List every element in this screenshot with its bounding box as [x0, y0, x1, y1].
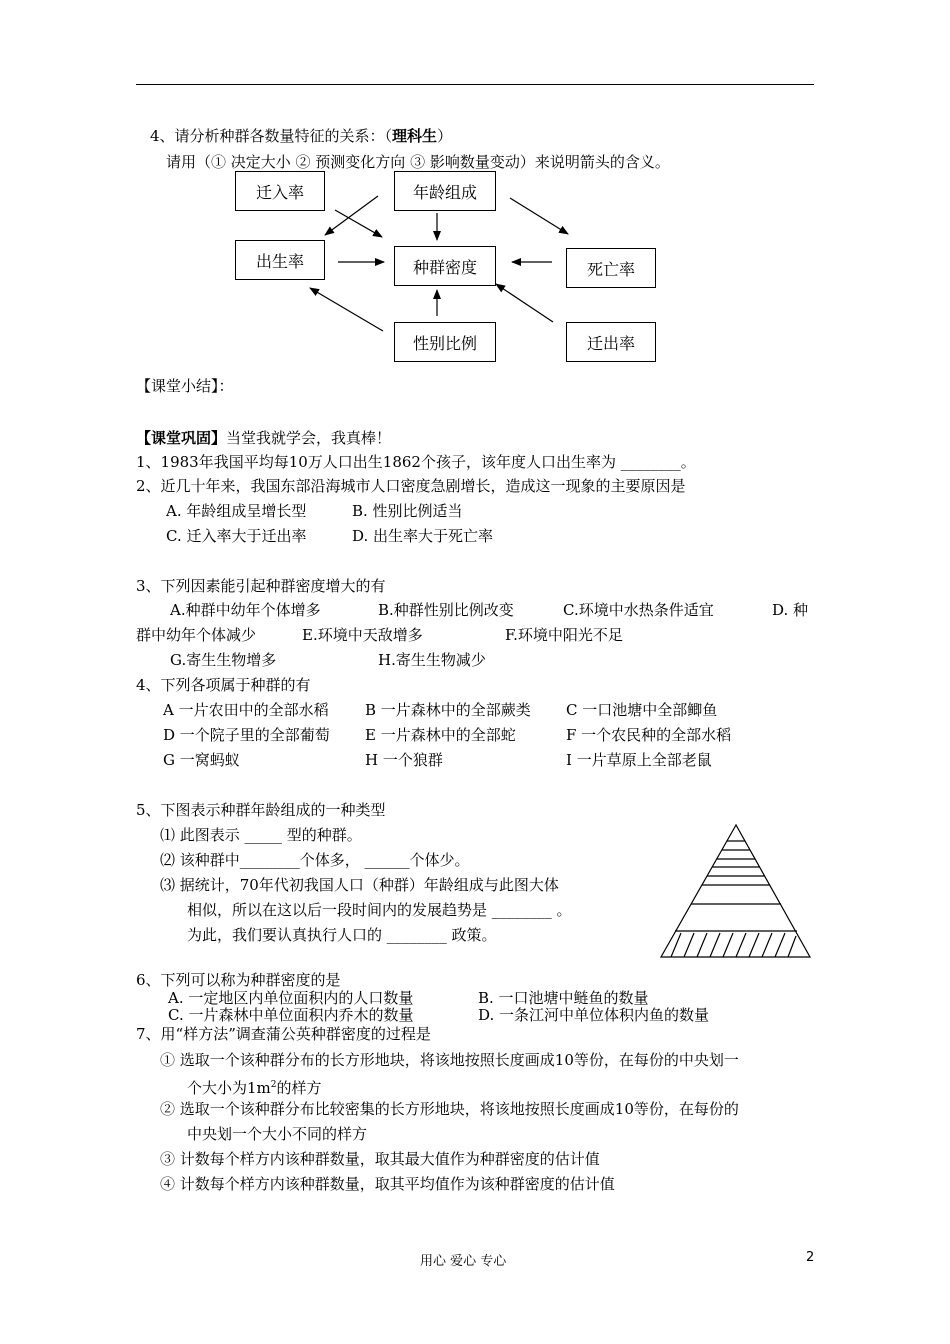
q1-text: 1、1983年我国平均每10万人口出生1862个孩子，该年度人口出生率为 ________。	[136, 453, 696, 471]
q6-option-d: D. 一条江河中单位体积内鱼的数量	[478, 1006, 710, 1024]
consolidate-label: 【课堂巩固】	[136, 429, 227, 447]
q2-option-d: D. 出生率大于死亡率	[352, 527, 494, 545]
q7-step1-line2-post: 的样方	[276, 1079, 322, 1097]
q5-part2: ⑵ 该种群中________个体多， ______个体少。	[160, 851, 470, 869]
q4b-text: 4、下列各项属于种群的有	[136, 676, 311, 694]
q4b-option-h: H 一个狼群	[365, 751, 443, 769]
q2-option-b: B. 性别比例适当	[352, 502, 463, 520]
footer-slogan: 用心 爱心 专心	[420, 1254, 507, 1269]
q4b-option-i: I 一片草原上全部老鼠	[566, 751, 712, 769]
q4b-option-d: D 一个院子里的全部葡萄	[163, 726, 330, 744]
q4-instruction: 请用（① 决定大小 ② 预测变化方向 ③ 影响数量变动）来说明箭头的含义。	[166, 153, 670, 171]
box-birth-rate: 出生率	[235, 240, 325, 280]
q7-step1-line1: ① 选取一个该种群分布的长方形地块，将该地按照长度画成10等份，在每份的中央划一	[160, 1051, 739, 1069]
box-density: 种群密度	[394, 246, 496, 286]
q2-text: 2、近几十年来，我国东部沿海城市人口密度急剧增长，造成这一现象的主要原因是	[136, 477, 686, 495]
q7-text: 7、用“样方法”调查蒲公英种群密度的过程是	[136, 1025, 431, 1043]
q4b-option-a: A 一片农田中的全部水稻	[163, 701, 329, 719]
q3-option-g: G.寄生生物增多	[170, 651, 277, 669]
q4-title-bold: 理科生	[392, 127, 438, 145]
box-emigration: 迁出率	[566, 322, 656, 362]
q7-step4: ④ 计数每个样方内该种群数量，取其平均值作为该种群密度的估计值	[160, 1175, 615, 1193]
q3-option-d-start: D. 种	[772, 601, 809, 619]
box-death-rate: 死亡率	[566, 248, 656, 288]
q4b-option-c: C 一口池塘中全部鲫鱼	[566, 701, 718, 719]
q4b-option-e: E 一片森林中的全部蛇	[365, 726, 516, 744]
page-number: 2	[806, 1250, 815, 1265]
q7-step2-line2: 中央划一个大小不同的样方	[187, 1125, 368, 1143]
q4-title-prefix: 4、请分析种群各数量特征的关系：（	[150, 127, 393, 145]
q4-title-suffix: ）	[437, 127, 453, 145]
q3-option-f: F.环境中阳光不足	[505, 626, 623, 644]
q3-text: 3、下列因素能引起种群密度增大的有	[136, 577, 386, 595]
arrow-immigration-to-density	[335, 210, 382, 237]
arrow-emigration-to-density	[496, 284, 553, 322]
q6-option-a: A. 一定地区内单位面积内的人口数量	[168, 989, 414, 1007]
q7-step1-line2-sup: 2	[270, 1080, 277, 1090]
q4b-option-b: B 一片森林中的全部蕨类	[365, 701, 531, 719]
q6-text: 6、下列可以称为种群密度的是	[136, 971, 341, 989]
q5-part1: ⑴ 此图表示 _____ 型的种群。	[160, 826, 362, 844]
q3-option-h: H.寄生生物减少	[378, 651, 486, 669]
consolidate-text: 当堂我就学会，我真棒！	[226, 429, 392, 447]
q3-option-b: B.种群性别比例改变	[378, 601, 514, 619]
q6-option-b: B. 一口池塘中鲢鱼的数量	[478, 989, 649, 1007]
q7-step3: ③ 计数每个样方内该种群数量，取其最大值作为种群密度的估计值	[160, 1150, 600, 1168]
q5-part3-line1: ⑶ 据统计，70年代初我国人口（种群）年龄组成与此图大体	[160, 876, 559, 894]
age-pyramid	[661, 825, 810, 957]
q5-part3-line3: 为此，我们要认真执行人口的 ________ 政策。	[187, 926, 497, 944]
q7-step1-line2	[187, 1075, 322, 1098]
q7-step1-line2-pre: 个大小为1m	[187, 1079, 271, 1097]
q3-option-d-end: 群中幼年个体减少	[136, 626, 257, 644]
q3-option-e: E.环境中天敌增多	[302, 626, 423, 644]
q3-option-c: C.环境中水热条件适宜	[563, 601, 714, 619]
arrow-age-to-birth	[325, 196, 378, 235]
box-sex-ratio: 性别比例	[394, 322, 496, 362]
q4b-option-f: F 一个农民种的全部水稻	[566, 726, 732, 744]
arrow-sex-to-birth	[310, 288, 383, 331]
q4b-option-g: G 一窝蚂蚁	[163, 751, 240, 769]
summary-label: 【课堂小结】：	[136, 377, 234, 395]
q3-option-a: A.种群中幼年个体增多	[170, 601, 321, 619]
box-age-structure: 年龄组成	[394, 171, 496, 211]
q2-option-c: C. 迁入率大于迁出率	[166, 527, 307, 545]
q5-part3-line2: 相似，所以在这以后一段时间内的发展趋势是 ________ 。	[187, 901, 572, 919]
q6-option-c: C. 一片森林中单位面积内乔木的数量	[168, 1006, 414, 1024]
q7-step2-line1: ② 选取一个该种群分布比较密集的长方形地块，将该地按照长度画成10等份，在每份的	[160, 1100, 739, 1118]
q2-option-a: A. 年龄组成呈增长型	[166, 502, 307, 520]
q5-text: 5、下图表示种群年龄组成的一种类型	[136, 801, 386, 819]
consolidate-heading	[136, 428, 391, 448]
arrow-age-to-death	[510, 198, 568, 234]
box-immigration: 迁入率	[235, 171, 325, 211]
